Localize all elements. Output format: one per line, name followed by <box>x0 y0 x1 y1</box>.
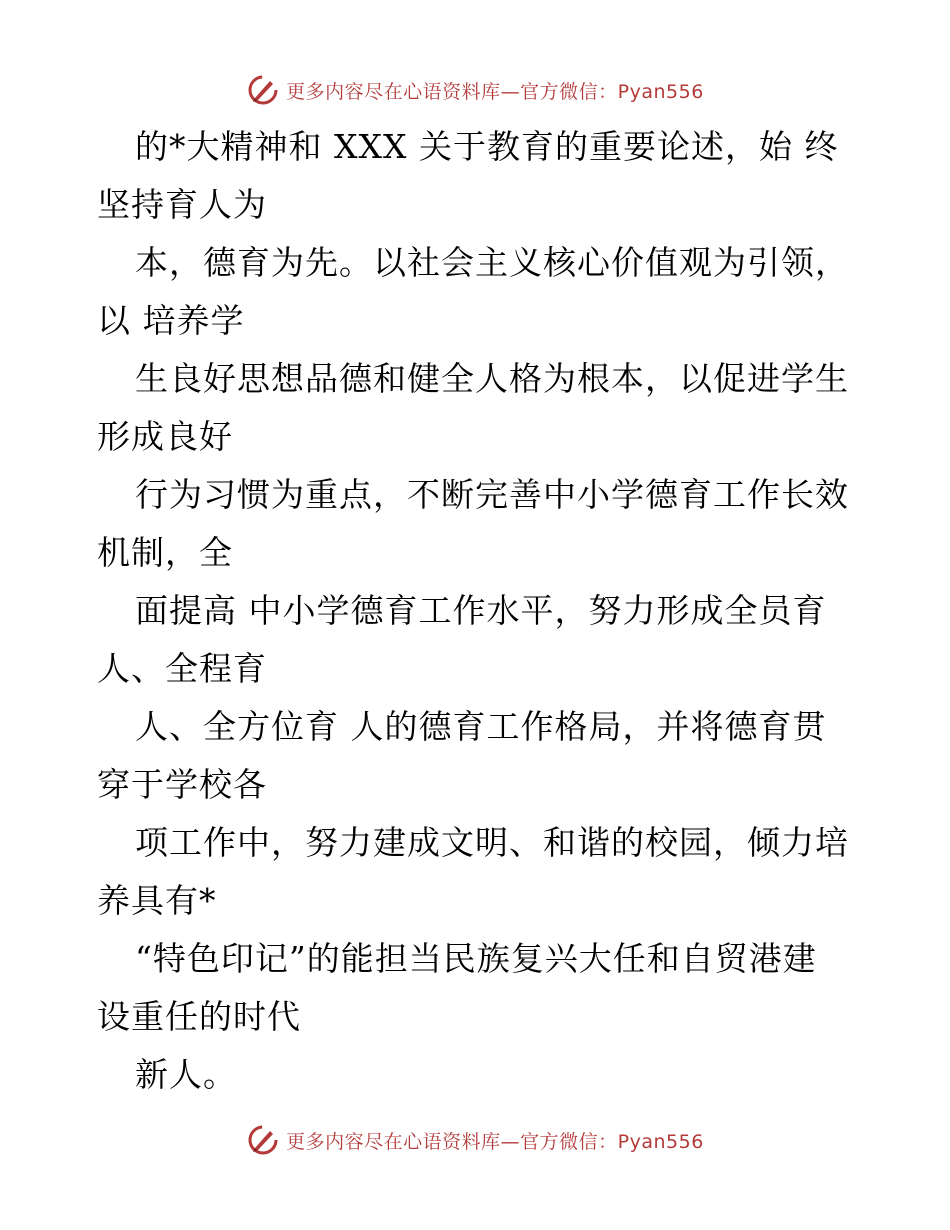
document-body <box>97 118 867 1104</box>
quill-circle-icon <box>246 1123 280 1157</box>
text-line: 的*大精神和 XXX 关于教育的重要论述，始 终 <box>135 127 839 166</box>
text-line: 形成良好 <box>97 417 233 456</box>
text-line: 生良好思想品德和健全人格为根本，以促进学生 <box>135 359 849 398</box>
text-line: 养具有* <box>97 881 217 920</box>
text-line: 穿于学校各 <box>97 765 267 804</box>
text-line: “特色印记”的能担当民族复兴大任和自贸港建 <box>135 939 817 978</box>
text-line: 人、全程育 <box>97 649 267 688</box>
watermark-text: 更多内容尽在心语资料库—官方微信：Pyan556 <box>286 80 704 103</box>
quill-circle-icon <box>246 73 280 107</box>
text-line: 项工作中，努力建成文明、和谐的校园，倾力培 <box>135 823 849 862</box>
text-line: 坚持育人为 <box>97 185 267 224</box>
text-line: 行为习惯为重点，不断完善中小学德育工作长效 <box>135 475 849 514</box>
text-line: 本，德育为先。以社会主义核心价值观为引领， <box>135 243 849 282</box>
text-line: 机制，全 <box>97 533 233 572</box>
footer-watermark <box>0 1120 950 1160</box>
text-line: 设重任的时代 <box>97 997 301 1036</box>
watermark-text: 更多内容尽在心语资料库—官方微信：Pyan556 <box>286 1130 704 1153</box>
text-line: 人、全方位育 人的德育工作格局，并将德育贯 <box>135 707 827 746</box>
text-line: 面提高 中小学德育工作水平，努力形成全员育 <box>135 591 827 630</box>
header-watermark <box>0 70 950 110</box>
text-line: 以 培养学 <box>97 301 245 340</box>
text-line: 新人。 <box>135 1055 237 1094</box>
